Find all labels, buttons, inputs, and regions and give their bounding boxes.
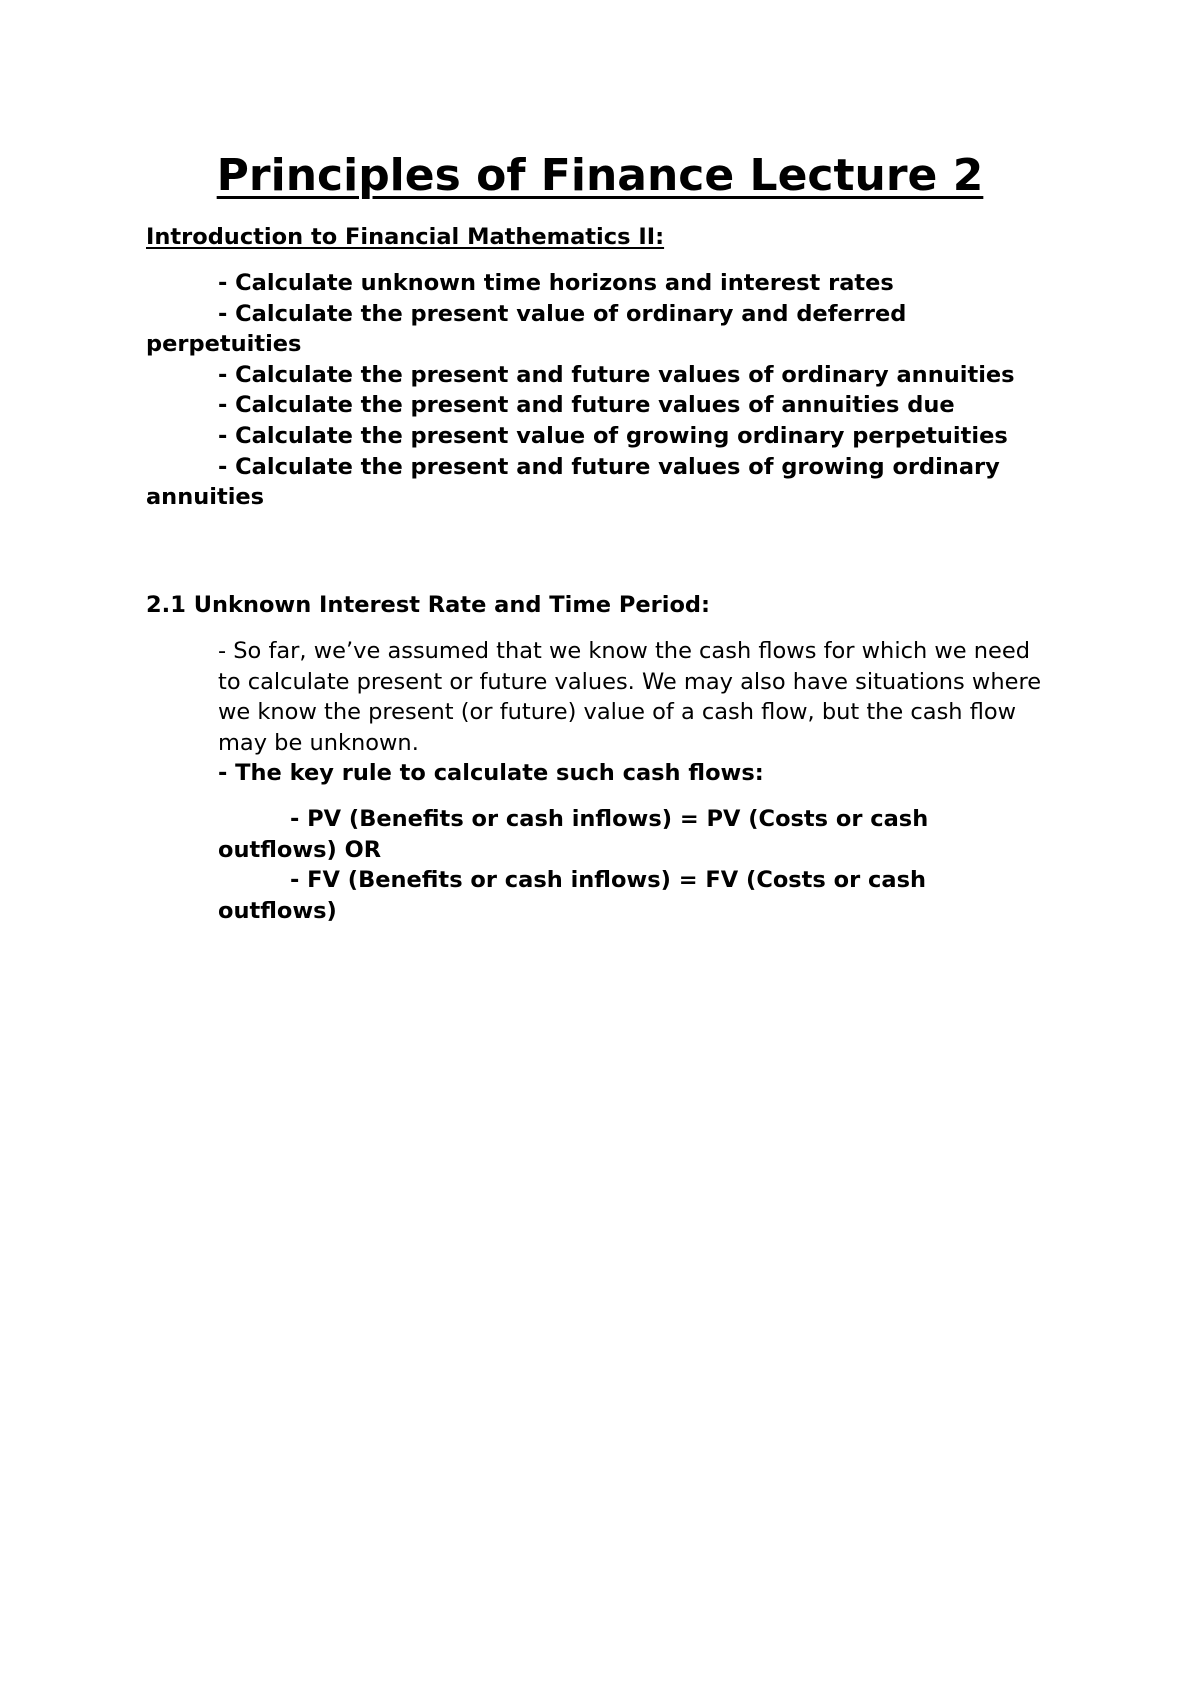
list-item: - Calculate the present and future values of ordinary annuities xyxy=(218,361,1015,388)
rules-list xyxy=(218,804,998,926)
list-item: - Calculate the present value of growing ordinary perpetuities xyxy=(218,422,1008,449)
section-heading: 2.1 Unknown Interest Rate and Time Period: xyxy=(146,592,711,618)
list-item: - Calculate the present and future values of annuities due xyxy=(218,392,955,419)
list-item: - Calculate unknown time horizons and interest rates xyxy=(218,270,894,296)
list-item: - FV (Benefits or cash inflows) = FV (Costs or cash outflows) xyxy=(218,867,926,924)
section-subheading: Introduction to Financial Mathematics II: xyxy=(146,224,665,250)
key-rule-heading: - The key rule to calculate such cash flows: xyxy=(218,760,764,786)
list-item: - PV (Benefits or cash inflows) = PV (Costs or cash outflows) OR xyxy=(218,806,929,863)
objectives-list xyxy=(146,268,1046,513)
page-title: Principles of Finance Lecture 2 xyxy=(216,150,984,201)
list-item: - Calculate the present value of ordinary and deferred perpetuities xyxy=(146,300,907,358)
list-item: - Calculate the present and future values of growing ordinary annuities xyxy=(146,453,1000,511)
section-paragraph: - So far, we’ve assumed that we know the cash flows for which we need to calculate present or future values. We may also have situations where we know the present (or future) value of a cash flow, but the cash flow may be unknown. xyxy=(218,638,1042,756)
